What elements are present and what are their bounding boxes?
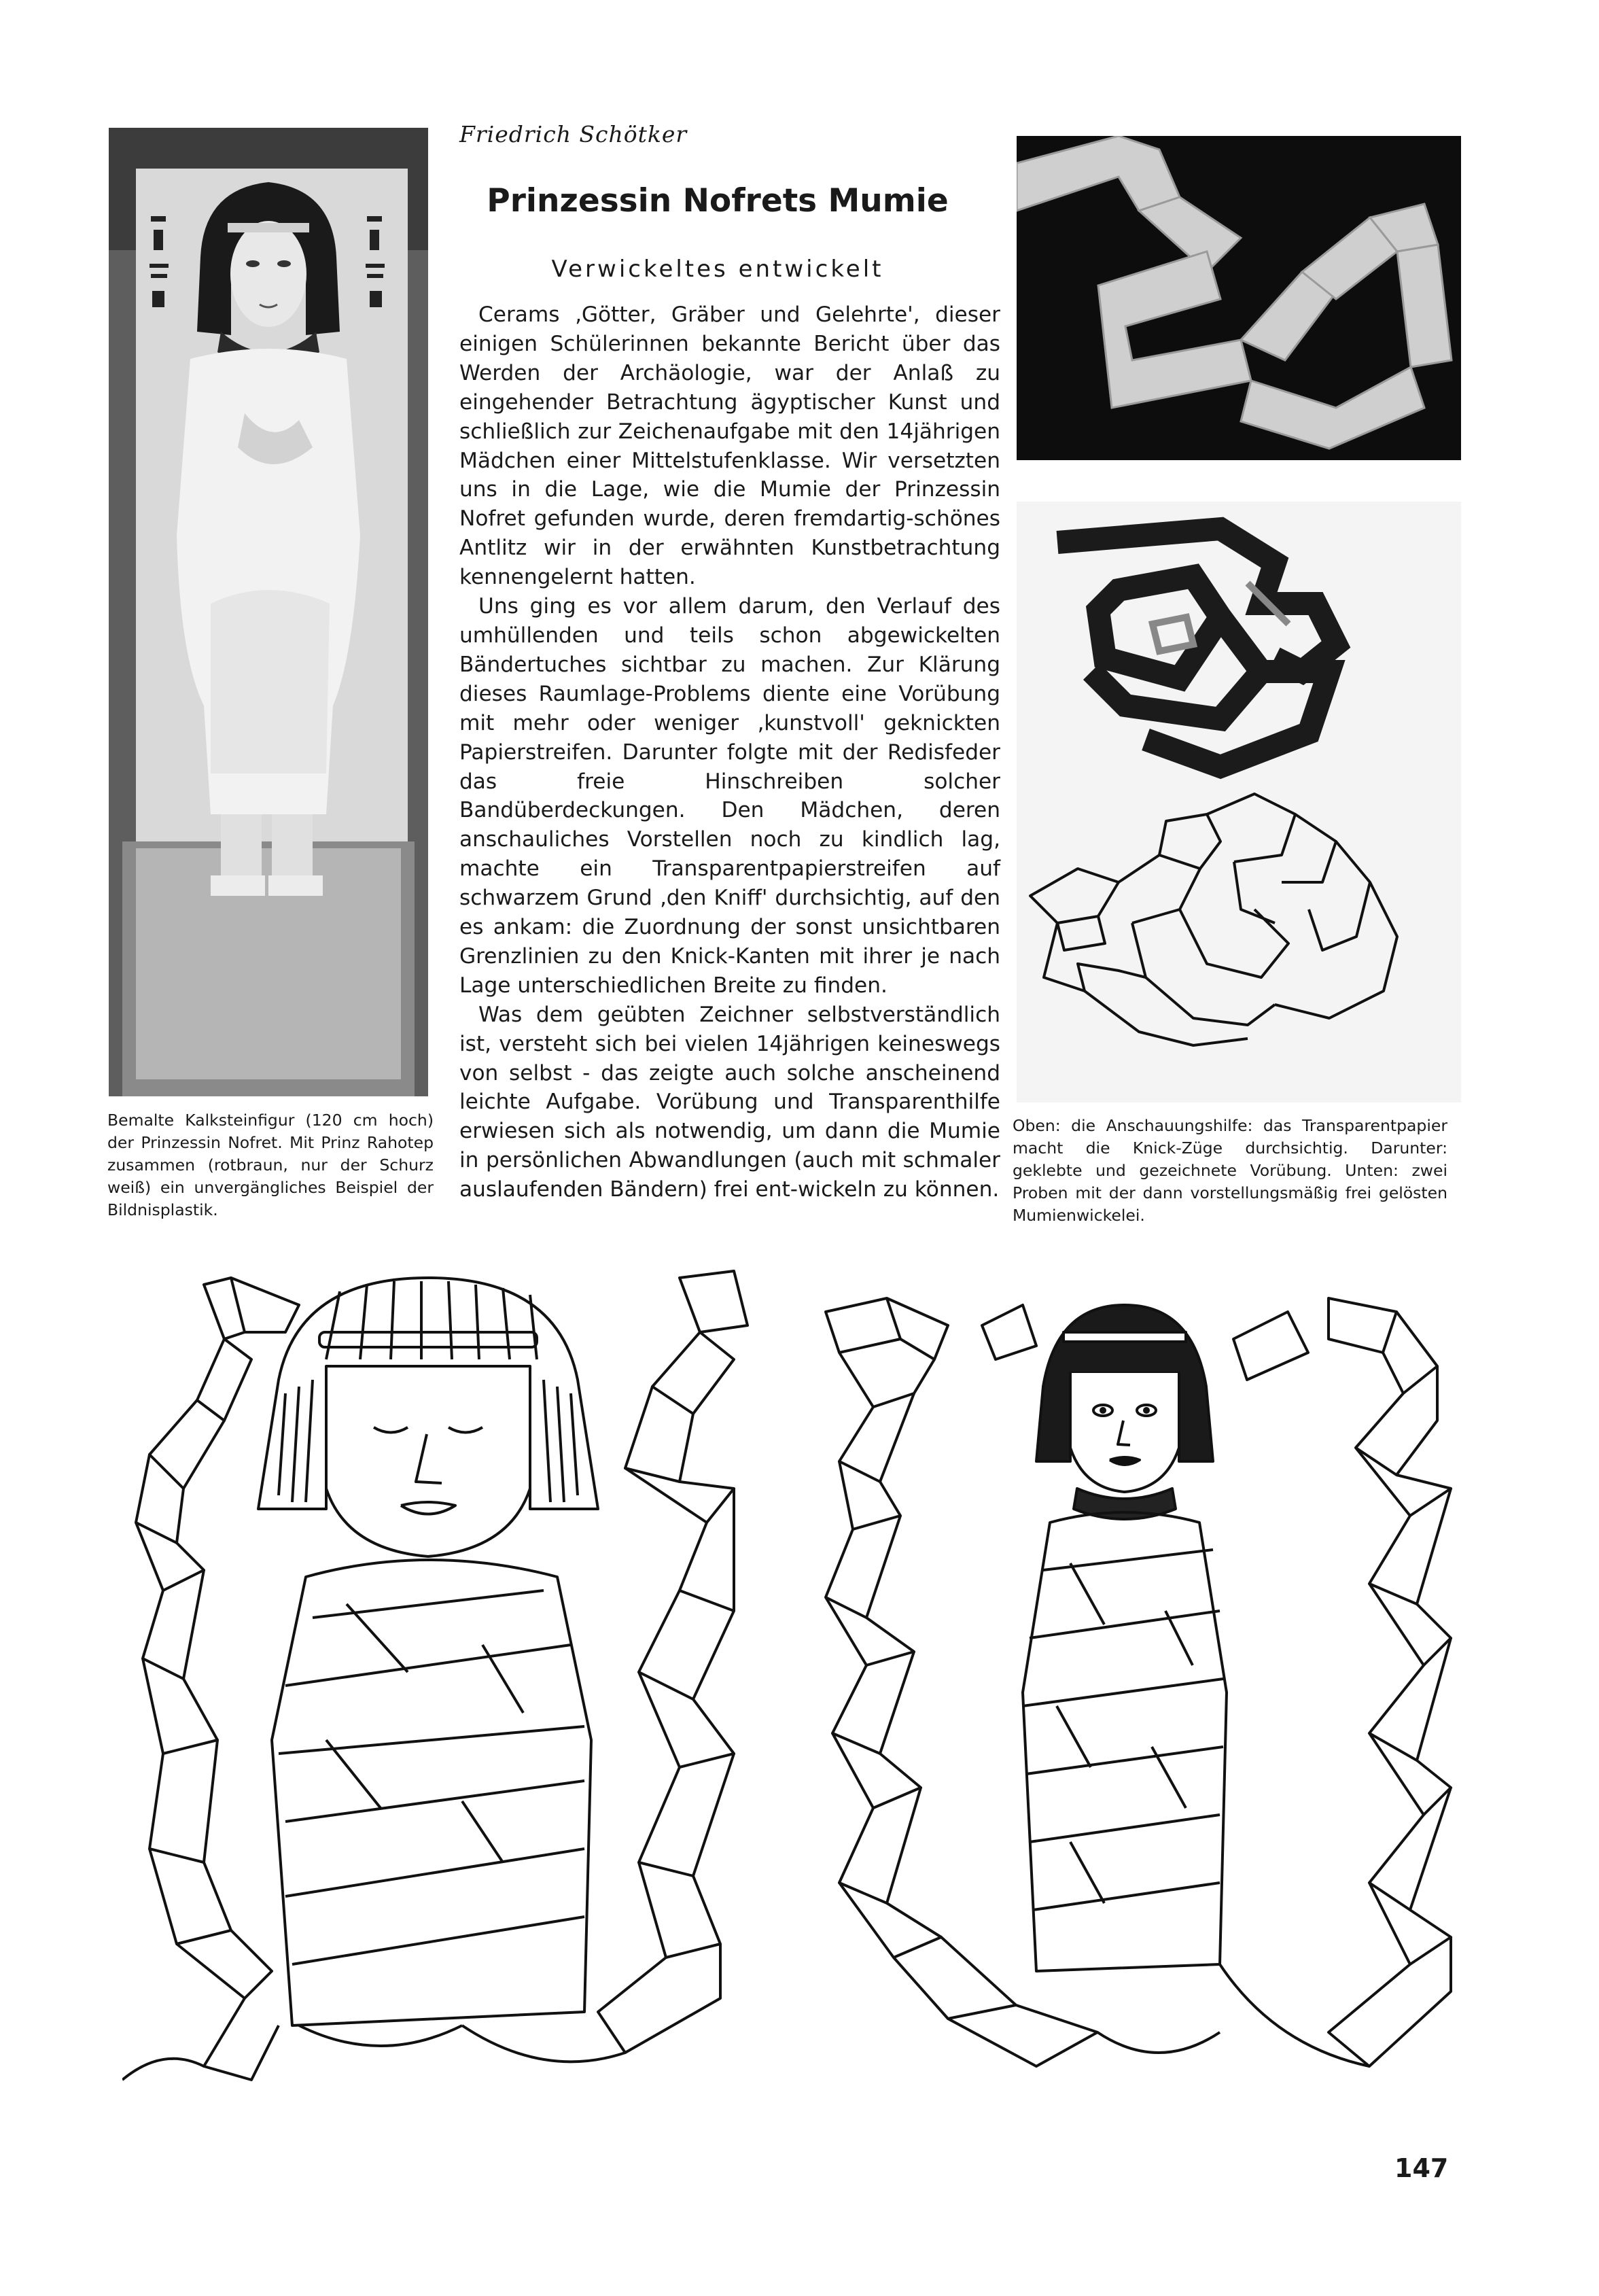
exercise-caption: Oben: die Anschauungshilfe: das Transparentpapier macht die Knick-Züge durchsichtig. Darunter: geklebte und gezeichnete Vorübung. Unten: zwei Proben mit der dann vorstellungsmäßig frei gelösten Mumienwickelei. xyxy=(1013,1116,1447,1225)
paragraph: Cerams ‚Götter, Gräber und Gelehrte', dieser einigen Schülerinnen bekannte Bericht über das Werden der Archäologie, war der Anlaß zu eingehender Betrachtung ägyptischer Kunst und schließlich zur Zeichenaufgabe mit den 14jährigen Mädchen einer Mittelstufenklasse. Wir versetzten uns in die Lage, wie die Mumie der Prinzessin Nofret gefunden wurde, deren fremdartig-schönes Antlitz wir in der erwähnten Kunstbetrachtung kennengelernt hatten. xyxy=(459,302,1000,590)
paragraph: Uns ging es vor allem darum, den Verlauf des umhüllenden und teils schon abgewickelten Bändertuches sichtbar zu machen. Zur Klärung dieses Raumlage-Problems diente eine Vorübung mit mehr oder weniger ‚kunstvoll' geknickten Papierstreifen. Darunter folgte mit der Redisfeder das freie Hinschreiben solcher Bandüberdeckungen. Den Mädchen, deren anschauliches Vorstellen noch zu kindlich lag, machte ein Transparentpapierstreifen auf schwarzem Grund ‚den Kniff' durchsichtig, auf den es ankam: die Zuordnung der sonst unsichtbaren Grenzlinien zu den Knick-Kanten mit ihrer je nach Lage unterschiedlichen Breite zu finden. xyxy=(459,594,1000,998)
page-number: 147 xyxy=(1394,2153,1449,2183)
statue-photo xyxy=(109,128,428,1096)
strip-exercise-image xyxy=(1017,502,1461,1102)
paragraph: Was dem geübten Zeichner selbstverständlich ist, versteht sich bei vielen 14jährigen keineswegs von selbst - das zeigte auch solche anscheinend leichte Aufgabe. Vorübung und Transparenthilfe erwiesen sich als notwendig, um dann die Mumie in persönlichen Abwandlungen (auch mit schmaler auslaufenden Bändern) frei ent-wickeln zu können. xyxy=(459,1002,1000,1202)
article-title: Prinzessin Nofrets Mumie xyxy=(487,182,949,220)
mummy-drawing-left xyxy=(122,1264,788,2097)
article-subtitle: Verwickeltes entwickelt xyxy=(551,256,884,283)
author-name: Friedrich Schötker xyxy=(459,121,688,147)
statue-caption: Bemalte Kalksteinfigur (120 cm hoch) der Prinzessin Nofret. Mit Prinz Rahotep zusammen (rotbraun, nur der Schurz weiß) ein unvergängliches Beispiel der Bildnisplastik. xyxy=(107,1111,434,1219)
mummy-drawing-right xyxy=(812,1285,1458,2097)
transparency-photo xyxy=(1017,136,1461,460)
article-body xyxy=(459,300,1000,1204)
